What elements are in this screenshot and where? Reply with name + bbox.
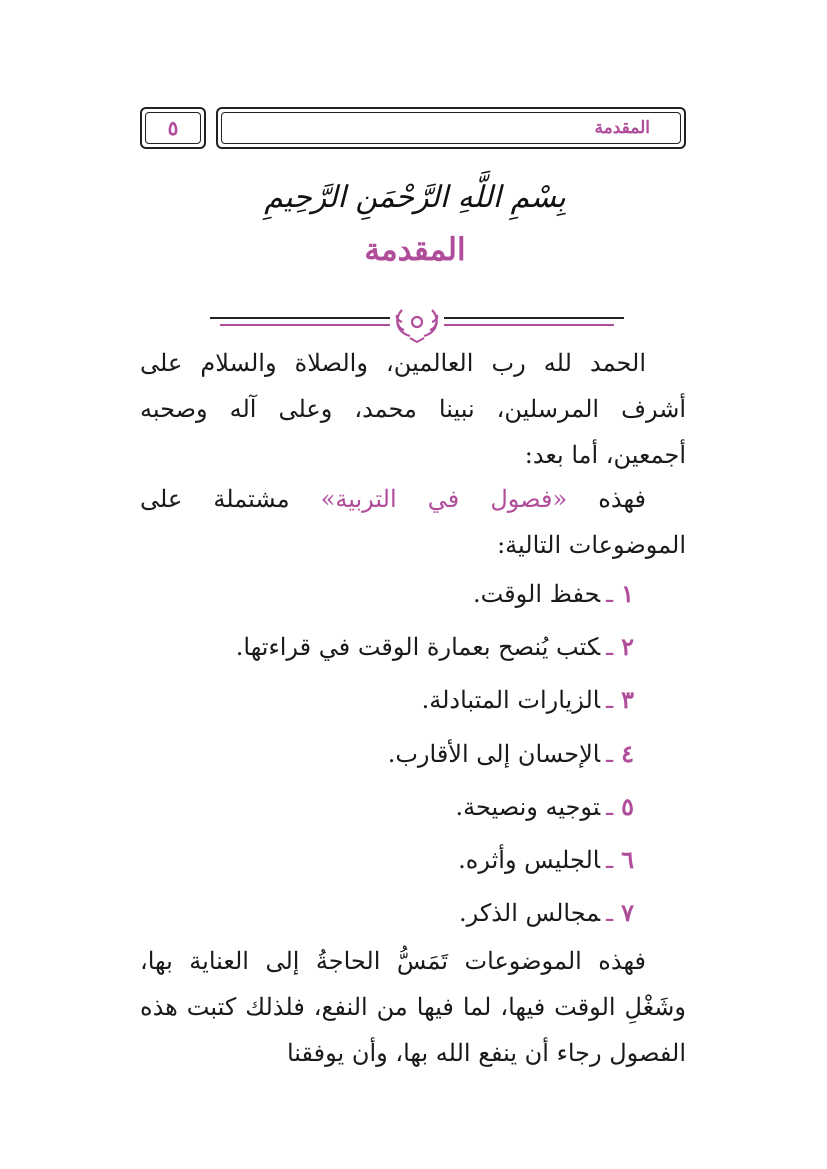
list-item-number: ٦ [621, 844, 634, 874]
paragraph-lead: فهذه [567, 485, 646, 513]
page-number-box [140, 107, 206, 149]
running-header [216, 107, 686, 149]
list-item [140, 727, 686, 780]
list-item [140, 886, 686, 939]
list-dash: ـ [606, 845, 614, 874]
list-item-text: الزيارات المتبادلة. [421, 686, 601, 715]
list-dash: ـ [606, 633, 614, 662]
intro-paragraph: الحمد لله رب العالمين، والصلاة والسلام على أشرف المرسلين، نبينا محمد، وعلى آله وصحبه أجمعين، أما بعد: [140, 349, 686, 469]
list-item-number: ٤ [621, 738, 634, 768]
list-item-number: ٢ [621, 632, 634, 662]
page-number: ٥ [167, 116, 179, 140]
running-header-title: المقدمة [594, 118, 650, 138]
list-item-number: ١ [621, 579, 634, 608]
list-item [140, 780, 686, 833]
list-item [140, 833, 686, 886]
list-item-text: توجيه ونصيحة. [455, 792, 601, 821]
page-title: المقدمة [364, 232, 466, 268]
list-dash: ـ [606, 739, 614, 768]
list-dash: ـ [606, 899, 614, 928]
list-item-text: حفظ الوقت. [472, 580, 601, 608]
laurel-wreath-icon [210, 304, 624, 344]
list-item-text: مجالس الذكر. [458, 899, 601, 928]
list-item-text: الإحسان إلى الأقارب. [387, 739, 601, 768]
closing-paragraph: فهذه الموضوعات تَمَسُّ الحاجةُ إلى العناية بها، وشَغْلِ الوقت فيها، لما فيها من النفع، فلذلك كتبت هذه الفصول رجاء أن ينفع الله بها، وأن يوفقنا [140, 947, 686, 1067]
basmala: بِسْمِ اللَّهِ الرَّحْمَنِ الرَّحِيمِ [264, 180, 566, 215]
list-dash: ـ [606, 686, 614, 715]
list-item [140, 567, 686, 620]
list-item [140, 620, 686, 673]
list-dash: ـ [606, 792, 614, 821]
paragraph-tail: مشتملة على الموضوعات التالية: [140, 485, 686, 559]
list-item-text: كتب يُنصح بعمارة الوقت في قراءتها. [235, 633, 601, 662]
book-title: «فصول في التربية» [320, 485, 568, 513]
list-item [140, 673, 686, 726]
topics-list [140, 567, 686, 939]
list-dash: ـ [606, 580, 614, 608]
list-item-number: ٥ [621, 791, 634, 821]
list-item-text: الجليس وأثره. [458, 845, 601, 874]
list-item-number: ٧ [621, 898, 634, 928]
list-item-number: ٣ [621, 685, 634, 715]
topics-intro-paragraph [140, 476, 686, 568]
